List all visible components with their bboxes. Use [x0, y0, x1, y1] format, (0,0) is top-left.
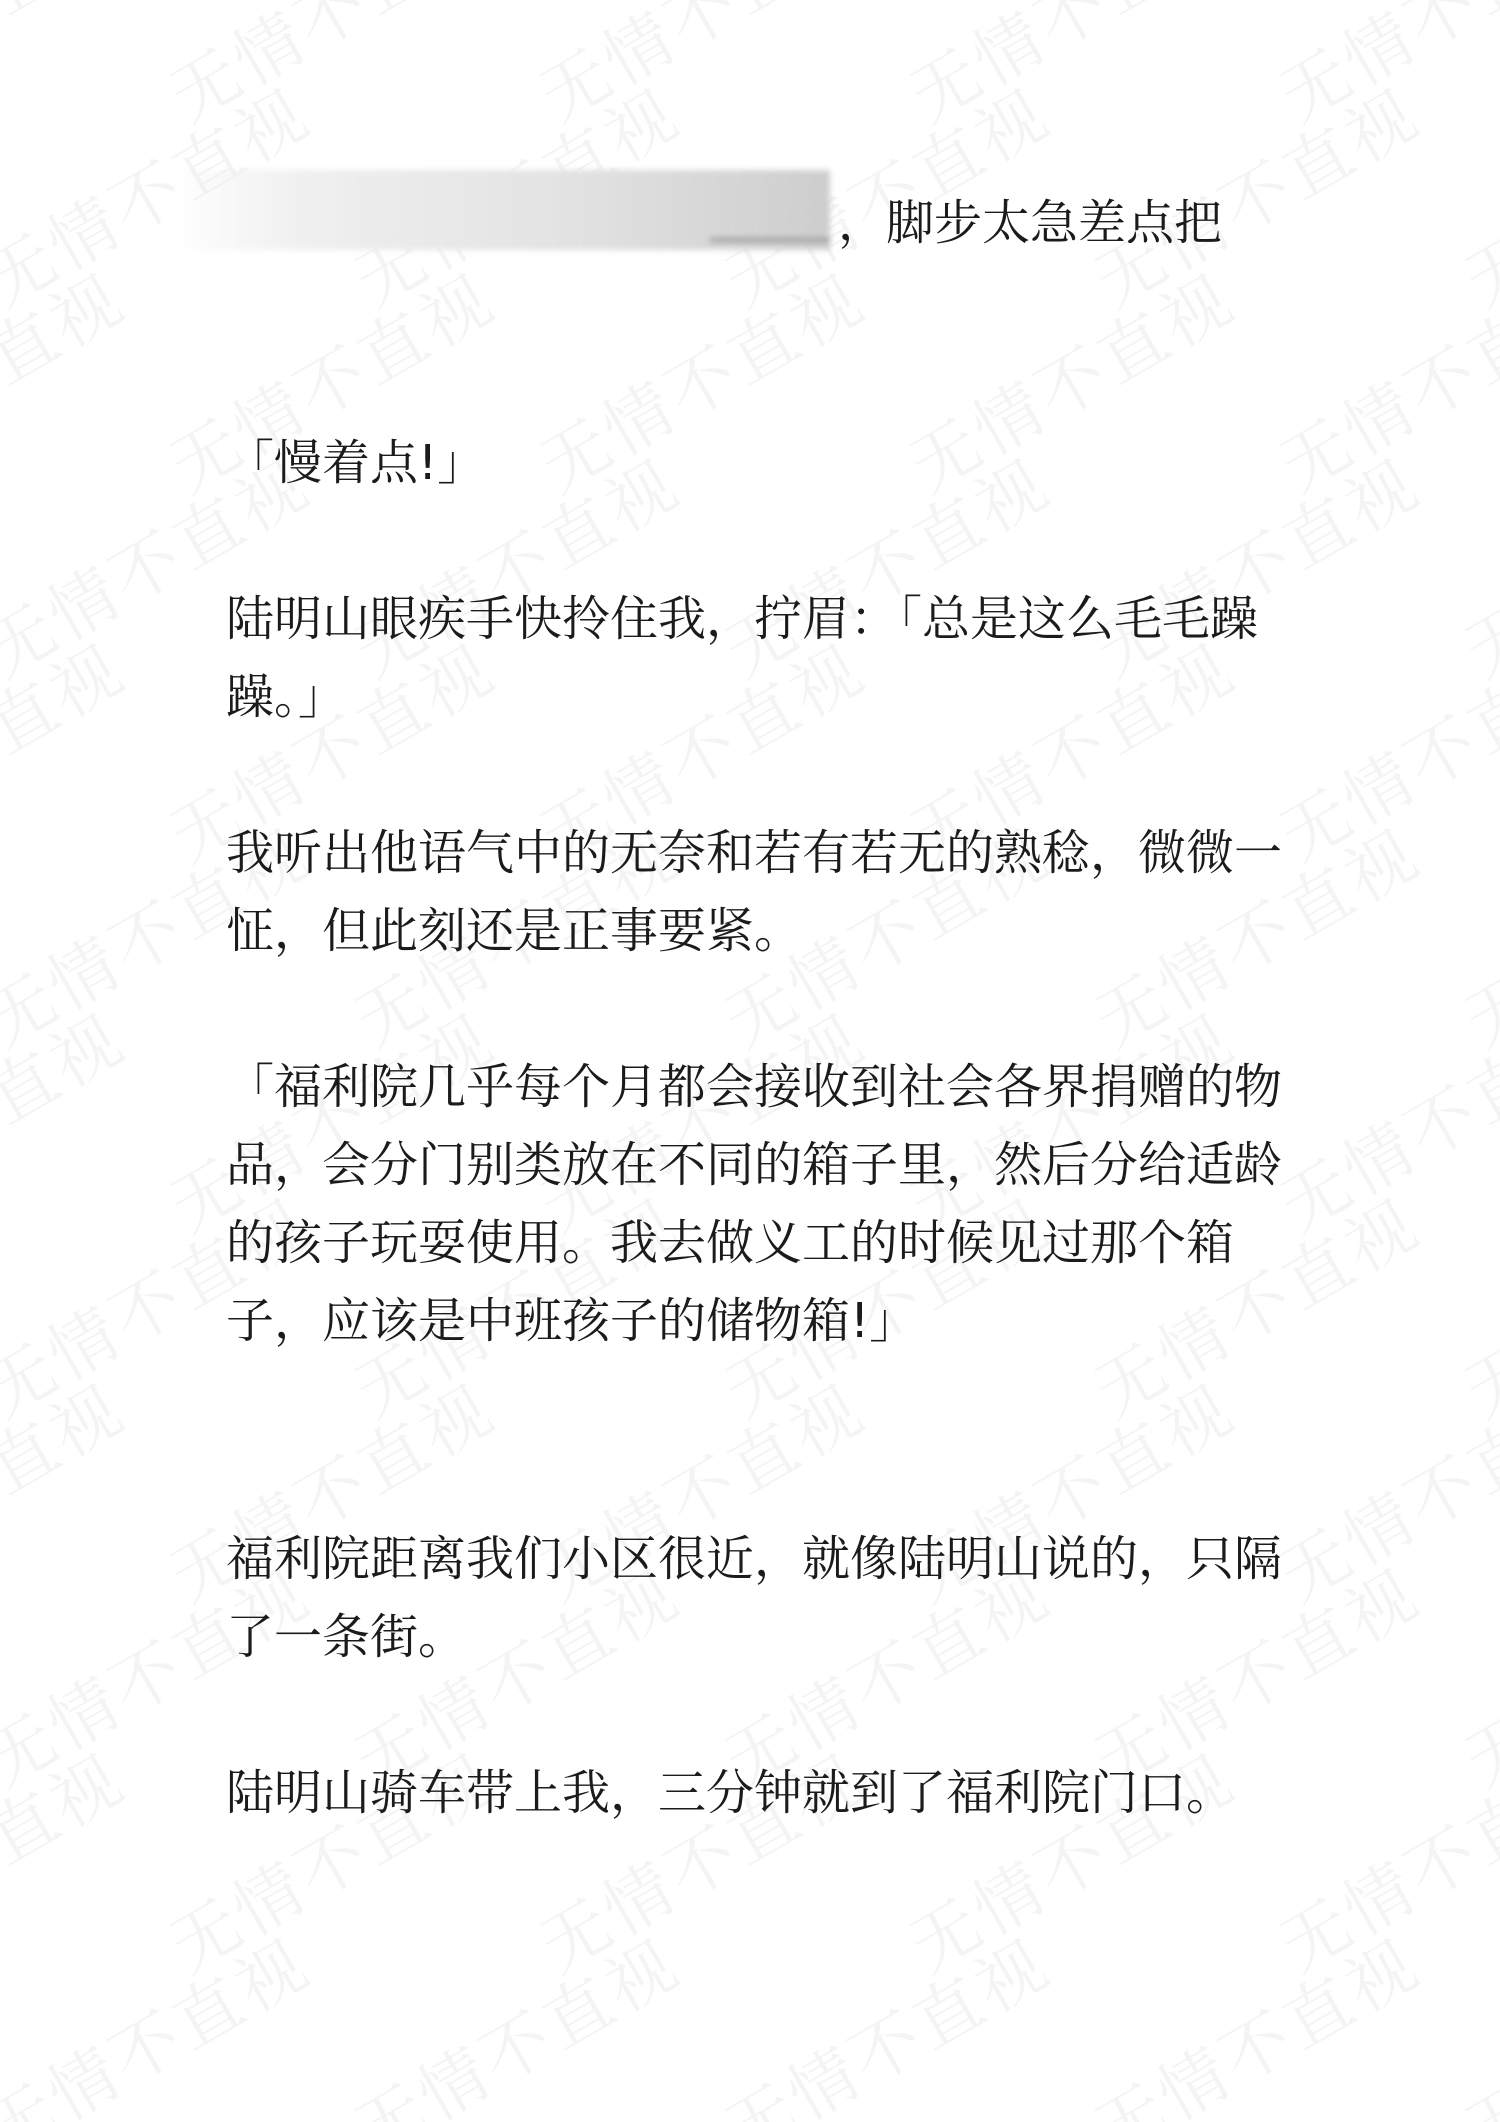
paragraph-1: 「慢着点!」 [226, 435, 486, 491]
paragraph-6: 陆明山骑车带上我，三分钟就到了福利院门口。 [226, 1765, 1235, 1821]
paragraph-0: ，脚步太急差点把 [838, 195, 1223, 251]
paragraph-4: 「福利院几乎每个月都会接收到社会各界捐赠的物品，会分门别类放在不同的箱子里，然后分给适龄的孩子玩耍使用。我去做义工的时候见过那个箱子，应该是中班孩子的储物箱!」 [226, 1059, 1283, 1349]
paragraph-5: 福利院距离我们小区很近，就像陆明山说的，只隔了一条街。 [226, 1531, 1283, 1665]
paragraph-3: 我听出他语气中的无奈和若有若无的熟稔，微微一怔，但此刻还是正事要紧。 [226, 825, 1283, 959]
paragraph-2: 陆明山眼疾手快拎住我，拧眉：「总是这么毛毛躁躁。」 [226, 591, 1259, 725]
blurred-text-region [170, 170, 830, 250]
